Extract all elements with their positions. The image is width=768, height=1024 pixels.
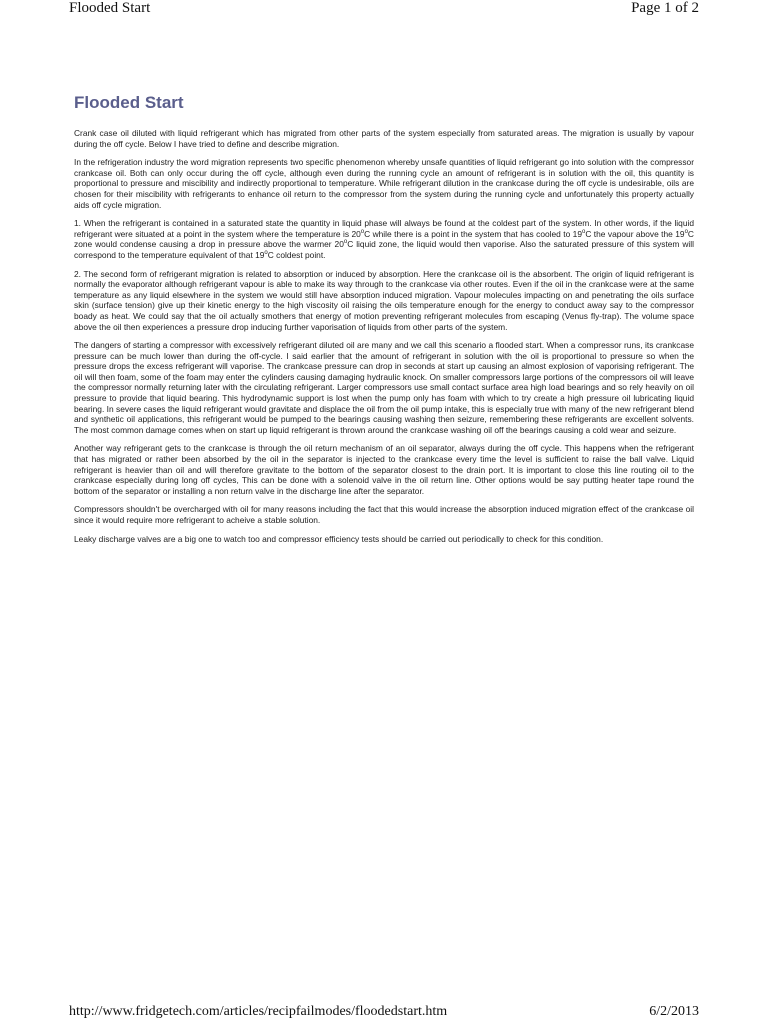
header-page-number: Page 1 of 2 — [631, 0, 699, 16]
article — [74, 92, 694, 552]
degree-symbol: o — [264, 250, 268, 257]
text-segment: 1. When the refrigerant is contained in a saturated state the quantity in liquid phase will always be found at the coldest part of the system. In other words, if the liquid refrigerant were situated at a point in the system where the temperature is 20 — [74, 218, 694, 239]
article-title: Flooded Start — [74, 93, 184, 112]
text-segment: C while there is a point in the system that has cooled to 19 — [364, 228, 582, 239]
text-segment: C the vapour above the 19 — [585, 228, 685, 239]
paragraph-migration-definition: In the refrigeration industry the word migration represents two specific phenomenon whereby unsafe quantities of liquid refrigerant go into solution with the compressor crankcase oil. Both can only occur during the off cycle, although even during the running cycle an amount of refrigerant is in solution with the oil, this quantity is proportional to pressure and miscibility and indirectly proportional to temperature. While refrigerant dilution in the crankcase during the off cycle is undesirable, oils are chosen for their miscibility with refrigerants to enhance oil return to the compressor from the system during the running cycle and unfortunately this property actually aids off cycle migration. — [74, 157, 694, 210]
footer-date: 6/2/2013 — [649, 1004, 699, 1019]
print-footer — [69, 1002, 699, 1024]
degree-symbol: o — [360, 228, 365, 235]
paragraph-oil-separator: Another way refrigerant gets to the crankcase is through the oil return mechanism of an oil separator, always during the off cycle. This happens when the refrigerant that has migrated or rather been absorbed by the oil in the separator is injected to the crankcase every time the level is sufficient to raise the ball valve. Liquid refrigerant is heavier than oil and will therefore gravitate to the bottom of the separator closest to the drain port. It is important to close this line routing oil to the crankcase especially during long off cycles, This can be done with a solenoid valve in the oil return line. Other options would be say putting heater tape round the bottom of the separator or installing a non return valve in the discharge line after the separator. — [74, 443, 694, 496]
paragraph-oil-overcharge: Compressors shouldn't be overcharged with oil for many reasons including the fact that this would increase the absorption induced migration effect of the crankcase oil since it would require more refrigerant to acheive a stable solution. — [74, 504, 694, 525]
paragraph-intro: Crank case oil diluted with liquid refrigerant which has migrated from other parts of the system especially from saturated areas. The migration is usually by vapour during the off cycle. Below I have tried to define and describe migration. — [74, 128, 694, 149]
paragraph-absorption-migration: 2. The second form of refrigerant migration is related to absorption or induced by absorption. Here the crankcase oil is the absorbent. The origin of liquid refrigerant is normally the evaporator although refrigerant vapour is able to make its way through to the crankcase via other routes. Even if the oil in the crankcase were at the same temperature as any liquid elsewhere in the system we would still have absorption induced migration. Vapour molecules impacting on and penetrating the oils surface skin (surface tension) give up their kinetic energy to the high viscosity oil raising the oils temperature enough for the energy to conduct away say to the compressor boady as heat. We could say that the oil actually smothers that energy of motion preventing refrigerant molecules from escaping (Venus fly-trap). The volume space above the oil then experiences a pressure drop inducing further vaporisation of liquids from other parts of the system. — [74, 268, 694, 332]
print-header — [69, 0, 699, 20]
paragraph-flooded-start-dangers: The dangers of starting a compressor with excessively refrigerant diluted oil are many and we call this scenario a flooded start. When a compressor runs, its crankcase pressure can be much lower than during the off-cycle. I said earlier that the amount of refrigerant in solution with the oil is proportional to pressure so when the pressure drops the excess refrigerant will vaporise. The crankcase pressure can drop in seconds at start up causing an almost explosion of vaporising refrigerant. The oil will then foam, some of the foam may enter the cylinders causing damaging hydraulic knock. On smaller compressors large portions of the compressors oil will leave the compressor normally returning later with the circulating refrigerant. Larger compressors use small contact surface area high load bearings and so rely heavily on oil pressure to provide that liquid bearing. This hydrodynamic support is lost when the pump only has foam with which to try create a high pressure oil lubricating liquid bearing. In severe cases the liquid refrigerant would gravitate and displace the oil from the oil pump intake, this is especially true with many of the new refrigerant blend and synthetic oil applications, this refrigerant would be pumped to the bearings causing washing then seizure, remembering these refrigerants are excellent solvents. The most common damage comes when on start up liquid refrigerant is thrown around the crankcase washing oil off the bearings causing a cold wear and seizure. — [74, 340, 694, 435]
footer-url: http://www.fridgetech.com/articles/recipfailmodes/floodedstart.htm — [69, 1004, 448, 1019]
degree-symbol: o — [343, 239, 348, 246]
text-segment: C coldest point. — [267, 249, 326, 260]
text-segment: C zone would condense causing a drop in pressure above the warmer 20 — [74, 228, 694, 250]
degree-symbol: o — [581, 228, 586, 235]
header-page-title: Flooded Start — [69, 0, 151, 16]
degree-symbol: o — [684, 228, 688, 235]
paragraph-discharge-valves: Leaky discharge valves are a big one to watch too and compressor efficiency tests should be carried out periodically to check for this condition. — [74, 533, 604, 544]
paragraph-saturated-migration — [74, 218, 694, 260]
text-segment: C liquid zone, the liquid would then vaporise. Also the saturated pressure of this system will correspond to the temperature equivalent of that 19 — [74, 239, 694, 260]
